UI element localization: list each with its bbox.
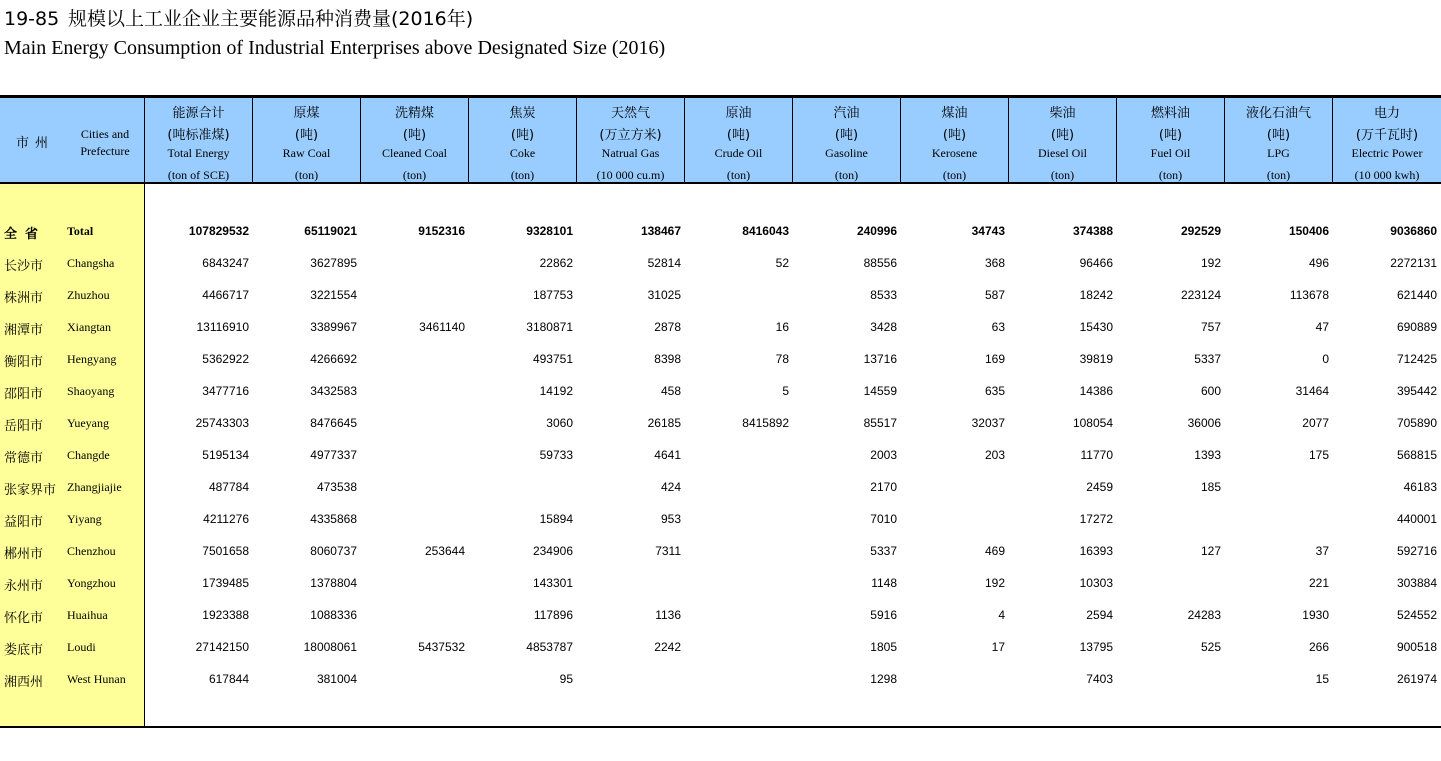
table-cell: 3180871 (526, 320, 573, 334)
table-row (0, 216, 1441, 248)
table-cell: 8533 (870, 288, 897, 302)
row-city-en: Xiangtan (67, 320, 111, 334)
row-city-cn: 衡阳市 (4, 355, 44, 370)
header-col-unit-cn: (吨) (1158, 128, 1183, 143)
row-city-cn: 常德市 (4, 451, 44, 466)
table-cell: 13116910 (196, 320, 249, 334)
table-cell: 1930 (1302, 608, 1329, 622)
table-cell: 14192 (539, 384, 573, 398)
table-bottom-rule (0, 726, 1441, 728)
table-cell: 6843247 (202, 256, 249, 270)
table-cell: 496 (1308, 256, 1329, 270)
table-cell: 8415892 (742, 416, 789, 430)
table-cell: 37 (1315, 544, 1329, 558)
table-cell: 953 (660, 512, 681, 526)
table-cell: 635 (984, 384, 1005, 398)
header-col-unit-cn: (万立方米) (599, 128, 662, 143)
table-cell: 26185 (647, 416, 681, 430)
header-city-cn: 市州 (16, 136, 55, 151)
table-cell: 65119021 (304, 224, 357, 238)
row-city-cn: 娄底市 (4, 643, 44, 658)
table-cell: 4335868 (310, 512, 357, 526)
table-cell: 3477716 (202, 384, 249, 398)
table-cell: 14559 (863, 384, 897, 398)
table-cell: 2594 (1086, 608, 1113, 622)
header-col-cn: 燃料油 (1150, 106, 1190, 121)
table-cell: 127 (1200, 544, 1221, 558)
table-cell: 900518 (1396, 640, 1437, 654)
table-cell: 8060737 (310, 544, 357, 558)
table-cell: 3221554 (310, 288, 357, 302)
table-cell: 150406 (1288, 224, 1329, 238)
table-cell: 27142150 (195, 640, 249, 654)
table-cell: 7010 (870, 512, 897, 526)
table-cell: 5337 (1194, 352, 1221, 366)
row-city-en: Loudi (67, 640, 96, 654)
table-row (0, 440, 1441, 472)
table-row (0, 376, 1441, 408)
header-col-unit-cn: (吨) (834, 128, 859, 143)
table-cell: 192 (1200, 256, 1221, 270)
table-cell: 5337 (870, 544, 897, 558)
header-col-unit-en: (ton) (834, 168, 859, 182)
header-col-unit-cn: (吨) (1050, 128, 1075, 143)
table-cell: 395442 (1396, 384, 1437, 398)
table-cell: 8476645 (310, 416, 357, 430)
header-col-unit-cn: (吨) (294, 128, 319, 143)
table-cell: 4853787 (526, 640, 573, 654)
table-cell: 292529 (1180, 224, 1221, 238)
row-city-cn: 永州市 (4, 579, 44, 594)
table-cell: 117896 (533, 608, 573, 622)
table-cell: 1805 (870, 640, 897, 654)
table-cell: 568815 (1396, 448, 1437, 462)
row-city-en: Changsha (67, 256, 115, 270)
row-city-en: Hengyang (67, 352, 117, 366)
table-cell: 47 (1315, 320, 1329, 334)
header-col-unit-en: (10 000 cu.m) (596, 168, 665, 182)
table-cell: 5362922 (202, 352, 249, 366)
table-cell: 0 (1322, 352, 1329, 366)
header-col-en: Kerosene (931, 146, 978, 160)
header-col-unit-cn: (吨) (402, 128, 427, 143)
table-row (0, 408, 1441, 440)
header-col-unit-en: (ton) (510, 168, 535, 182)
table-cell: 424 (660, 480, 681, 494)
header-col-unit-en: (ton) (942, 168, 967, 182)
header-col-cn: 天然气 (610, 106, 650, 121)
table-cell: 2272131 (1390, 256, 1437, 270)
table-cell: 96466 (1079, 256, 1113, 270)
header-col (685, 98, 793, 182)
table-cell: 1378804 (310, 576, 357, 590)
row-city-en: Yueyang (67, 416, 109, 430)
table-cell: 17 (991, 640, 1005, 654)
table-row (0, 344, 1441, 376)
table-cell: 192 (984, 576, 1005, 590)
table-cell: 4466717 (202, 288, 249, 302)
header-col-unit-en: (ton) (726, 168, 751, 182)
table-cell: 31025 (647, 288, 681, 302)
table-cell: 14386 (1079, 384, 1113, 398)
header-col-unit-en: (ton of SCE) (167, 168, 230, 182)
table-cell: 18242 (1079, 288, 1113, 302)
header-col-en: Gasoline (825, 146, 868, 160)
row-city-cn: 郴州市 (4, 547, 44, 562)
header-col-cn: 原煤 (293, 106, 320, 121)
table-cell: 113678 (1289, 288, 1329, 302)
table-cell: 600 (1200, 384, 1221, 398)
table-cell: 712425 (1396, 352, 1437, 366)
table-cell: 2077 (1302, 416, 1329, 430)
table-cell: 587 (984, 288, 1005, 302)
table-cell: 16393 (1079, 544, 1113, 558)
header-col (1117, 98, 1225, 182)
table-cell: 221 (1308, 576, 1329, 590)
header-col-cn: 电力 (1373, 106, 1400, 121)
table-cell: 303884 (1396, 576, 1437, 590)
table-cell: 525 (1200, 640, 1221, 654)
header-col-unit-cn: (万千瓦时) (1355, 128, 1419, 143)
table-cell: 223124 (1180, 288, 1221, 302)
table-cell: 4977337 (310, 448, 357, 462)
row-city-cn: 湘西州 (4, 675, 44, 690)
row-city-cn: 株洲市 (4, 291, 44, 306)
header-col-en: Coke (509, 146, 536, 160)
table-cell: 3432583 (310, 384, 357, 398)
header-col-cn: 能源合计 (172, 106, 225, 121)
table-cell: 487784 (208, 480, 249, 494)
table-row (0, 248, 1441, 280)
table-cell: 88556 (863, 256, 897, 270)
row-city-cn: 湘潭市 (4, 323, 44, 338)
table-cell: 18008061 (303, 640, 357, 654)
table-cell: 95 (559, 672, 573, 686)
table-cell: 59733 (539, 448, 573, 462)
header-col-unit-en: (ton) (1266, 168, 1291, 182)
row-city-cn: 长沙市 (4, 259, 44, 274)
table-cell: 3461140 (419, 320, 465, 334)
table-title-cn (4, 4, 473, 31)
header-col (1225, 98, 1333, 182)
table-cell: 266 (1308, 640, 1329, 654)
table-cell: 368 (984, 256, 1005, 270)
header-col-unit-cn: (吨) (1266, 128, 1291, 143)
table-cell: 13716 (863, 352, 897, 366)
header-col-cn: 汽油 (833, 106, 860, 121)
header-col-unit-cn: (吨) (942, 128, 967, 143)
header-col-cn: 焦炭 (509, 106, 536, 121)
header-col-unit-en: (ton) (294, 168, 319, 182)
header-col-unit-en: (10 000 kwh) (1354, 168, 1420, 182)
header-col-unit-cn: (吨) (726, 128, 751, 143)
table-cell: 440001 (1396, 512, 1437, 526)
table-cell: 203 (984, 448, 1005, 462)
table-cell: 25743303 (195, 416, 249, 430)
table-row (0, 568, 1441, 600)
header-col (1009, 98, 1117, 182)
table-cell: 473538 (316, 480, 357, 494)
header-col (253, 98, 361, 182)
header-col-unit-en: (ton) (402, 168, 427, 182)
header-city-en: Cities and Prefecture (80, 127, 130, 158)
table-cell: 1148 (871, 576, 897, 590)
table-cell: 4 (998, 608, 1005, 622)
row-city-en: Total (67, 224, 94, 238)
table-row (0, 536, 1441, 568)
table-cell: 185 (1200, 480, 1221, 494)
table-cell: 705890 (1396, 416, 1437, 430)
table-cell: 15430 (1079, 320, 1113, 334)
table-cell: 3389967 (310, 320, 357, 334)
header-col-cn: 煤油 (941, 106, 968, 121)
header-col-en: Cleaned Coal (382, 146, 447, 160)
table-cell: 24283 (1187, 608, 1221, 622)
table-cell: 4266692 (310, 352, 357, 366)
table-cell: 22862 (539, 256, 573, 270)
row-city-cn: 邵阳市 (4, 387, 44, 402)
table-cell: 1739485 (202, 576, 249, 590)
row-city-en: Shaoyang (67, 384, 115, 398)
table-cell: 107829532 (188, 224, 249, 238)
table-cell: 17272 (1079, 512, 1113, 526)
table-cell: 374388 (1072, 224, 1113, 238)
table-cell: 32037 (971, 416, 1005, 430)
header-col-en: Electric Power (1351, 146, 1423, 160)
table-cell: 493751 (532, 352, 573, 366)
header-col-unit-en: (ton) (1050, 168, 1075, 182)
table-cell: 143301 (532, 576, 573, 590)
table-cell: 253644 (424, 544, 465, 558)
table-title-en: Main Energy Consumption of Industrial Enterprises above Designated Size (2016) (4, 37, 666, 59)
table-cell: 52 (775, 256, 789, 270)
row-city-en: Changde (67, 448, 110, 462)
header-col-en: Total Energy (167, 146, 230, 160)
table-cell: 3060 (546, 416, 573, 430)
table-cell: 8398 (654, 352, 681, 366)
table-cell: 234906 (532, 544, 573, 558)
row-city-en: Chenzhou (67, 544, 116, 558)
header-col-en: Diesel Oil (1038, 146, 1087, 160)
table-row (0, 600, 1441, 632)
table-cell: 187753 (532, 288, 573, 302)
row-city-en: West Hunan (67, 672, 126, 686)
row-city-cn: 全省 (4, 227, 47, 242)
table-cell: 9036860 (1390, 224, 1437, 238)
table-row (0, 664, 1441, 696)
table-cell: 592716 (1396, 544, 1437, 558)
table-row (0, 472, 1441, 504)
table-cell: 46183 (1403, 480, 1437, 494)
header-col-en: Crude Oil (714, 146, 763, 160)
header-col-cn: 洗精煤 (394, 106, 434, 121)
header-col-unit-cn: (吨) (510, 128, 535, 143)
table-cell: 469 (984, 544, 1005, 558)
table-cell: 1136 (655, 608, 681, 622)
table-cell: 3627895 (310, 256, 357, 270)
table-cell: 5 (782, 384, 789, 398)
header-col (469, 98, 577, 182)
table-number: 19-85 (4, 8, 60, 30)
table-cell: 13795 (1079, 640, 1113, 654)
header-col (145, 98, 253, 182)
table-cell: 11770 (1080, 448, 1113, 462)
table-cell: 78 (775, 352, 789, 366)
table-cell: 16 (775, 320, 789, 334)
table-cell: 1923388 (202, 608, 249, 622)
row-city-en: Zhangjiajie (67, 480, 122, 494)
table-cell: 1393 (1194, 448, 1221, 462)
table-cell: 381004 (316, 672, 357, 686)
row-city-cn: 岳阳市 (4, 419, 44, 434)
table-cell: 2459 (1086, 480, 1113, 494)
row-city-en: Yiyang (67, 512, 102, 526)
header-col-en: Natrual Gas (601, 146, 660, 160)
table-cell: 9152316 (418, 224, 465, 238)
table-cell: 15894 (539, 512, 573, 526)
header-col (361, 98, 469, 182)
table-cell: 2878 (654, 320, 681, 334)
row-city-en: Huaihua (67, 608, 108, 622)
table-cell: 5195134 (202, 448, 249, 462)
table-cell: 3428 (870, 320, 897, 334)
table-cell: 240996 (856, 224, 897, 238)
table-cell: 85517 (863, 416, 897, 430)
header-col (1333, 98, 1441, 182)
table-cell: 63 (991, 320, 1005, 334)
table-row (0, 312, 1441, 344)
table-cell: 36006 (1187, 416, 1221, 430)
table-cell: 4641 (654, 448, 681, 462)
table-cell: 7403 (1086, 672, 1113, 686)
row-city-cn: 张家界市 (4, 483, 57, 498)
table-row (0, 504, 1441, 536)
header-col (577, 98, 685, 182)
table-cell: 690889 (1396, 320, 1437, 334)
table-cell: 5437532 (418, 640, 465, 654)
table-cell: 2170 (870, 480, 897, 494)
header-col-en: Fuel Oil (1150, 146, 1191, 160)
table-cell: 1088336 (310, 608, 357, 622)
header-col-en: Raw Coal (282, 146, 331, 160)
table-cell: 169 (984, 352, 1005, 366)
table-cell: 34743 (971, 224, 1005, 238)
header-city (0, 98, 145, 182)
table-cell: 39819 (1079, 352, 1113, 366)
header-col (793, 98, 901, 182)
header-col (901, 98, 1009, 182)
header-col-unit-en: (ton) (1158, 168, 1183, 182)
table-cell: 524552 (1396, 608, 1437, 622)
row-city-en: Zhuzhou (67, 288, 110, 302)
header-col-cn: 液化石油气 (1245, 106, 1311, 121)
table-cell: 1298 (870, 672, 897, 686)
header-col-cn: 原油 (725, 106, 752, 121)
table-cell: 458 (660, 384, 681, 398)
row-city-cn: 怀化市 (4, 611, 44, 626)
table-row (0, 280, 1441, 312)
row-city-cn: 益阳市 (4, 515, 44, 530)
table-cell: 261974 (1396, 672, 1437, 686)
table-cell: 9328101 (526, 224, 573, 238)
table-cell: 757 (1200, 320, 1221, 334)
title-cn-text: 规模以上工业企业主要能源品种消费量(2016年) (68, 8, 474, 30)
table-cell: 138467 (640, 224, 681, 238)
table-cell: 7311 (655, 544, 681, 558)
table-cell: 31464 (1295, 384, 1329, 398)
table-cell: 5916 (870, 608, 897, 622)
table-cell: 108054 (1072, 416, 1113, 430)
table-cell: 4211276 (203, 512, 249, 526)
table-cell: 15 (1315, 672, 1329, 686)
header-col-cn: 柴油 (1049, 106, 1076, 121)
table-header (0, 95, 1441, 184)
table-cell: 7501658 (202, 544, 249, 558)
header-col-en: LPG (1267, 146, 1290, 160)
table-cell: 2003 (870, 448, 897, 462)
table-cell: 10303 (1079, 576, 1113, 590)
table-cell: 2242 (654, 640, 681, 654)
table-cell: 8416043 (742, 224, 789, 238)
row-city-en: Yongzhou (67, 576, 116, 590)
table-row (0, 632, 1441, 664)
table-cell: 52814 (647, 256, 681, 270)
table-cell: 617844 (208, 672, 249, 686)
header-col-unit-cn: (吨标准煤) (167, 128, 230, 143)
table-cell: 175 (1308, 448, 1329, 462)
table-cell: 621440 (1396, 288, 1437, 302)
